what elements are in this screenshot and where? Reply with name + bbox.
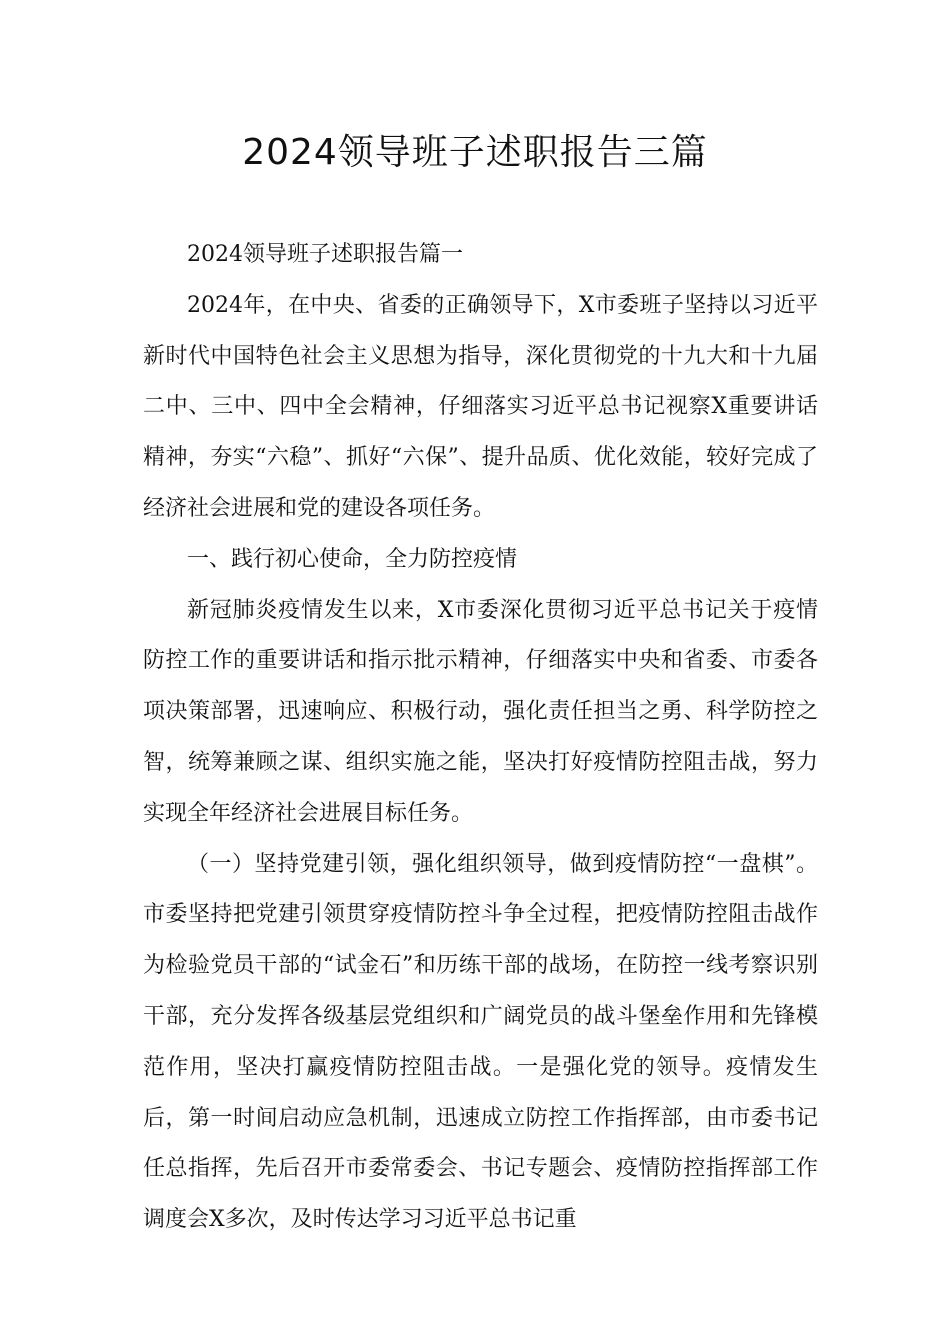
document-body [143,230,818,1246]
body-paragraph: 新冠肺炎疫情发生以来，X市委深化贯彻习近平总书记关于疫情防控工作的重要讲话和指示批示精神，仔细落实中央和省委、市委各项决策部署，迅速响应、积极行动，强化责任担当之勇、科学防控之智，统筹兼顾之谋、组织实施之能，坚决打好疫情防控阻击战，努力实现全年经济社会进展目标任务。 [143,597,818,826]
document-title: 2024领导班子述职报告三篇 [242,132,708,173]
section-heading: 2024领导班子述职报告篇一 [187,242,463,267]
body-paragraph: 2024年，在中央、省委的正确领导下，X市委班子坚持以习近平新时代中国特色社会主义思想为指导，深化贯彻党的十九大和十九届二中、三中、四中全会精神，仔细落实习近平总书记视察X重要讲话精神，夯实“六稳”、抓好“六保”、提升品质、优化效能，较好完成了经济社会进展和党的建设各项任务。 [143,292,818,521]
section-heading: 一、践行初心使命，全力防控疫情 [187,546,518,572]
body-paragraph: （一）坚持党建引领，强化组织领导，做到疫情防控“一盘棋”。市委坚持把党建引领贯穿疫情防控斗争全过程，把疫情防控阻击战作为检验党员干部的“试金石”和历练干部的战场，在防控一线考察识别干部，充分发挥各级基层党组织和广阔党员的战斗堡垒作用和先锋模范作用，坚决打赢疫情防控阻击战。一是强化党的领导。疫情发生后，第一时间启动应急机制，迅速成立防控工作指挥部，由市委书记任总指挥，先后召开市委常委会、书记专题会、疫情防控指挥部工作调度会X多次，及时传达学习习近平总书记重 [143,851,818,1233]
